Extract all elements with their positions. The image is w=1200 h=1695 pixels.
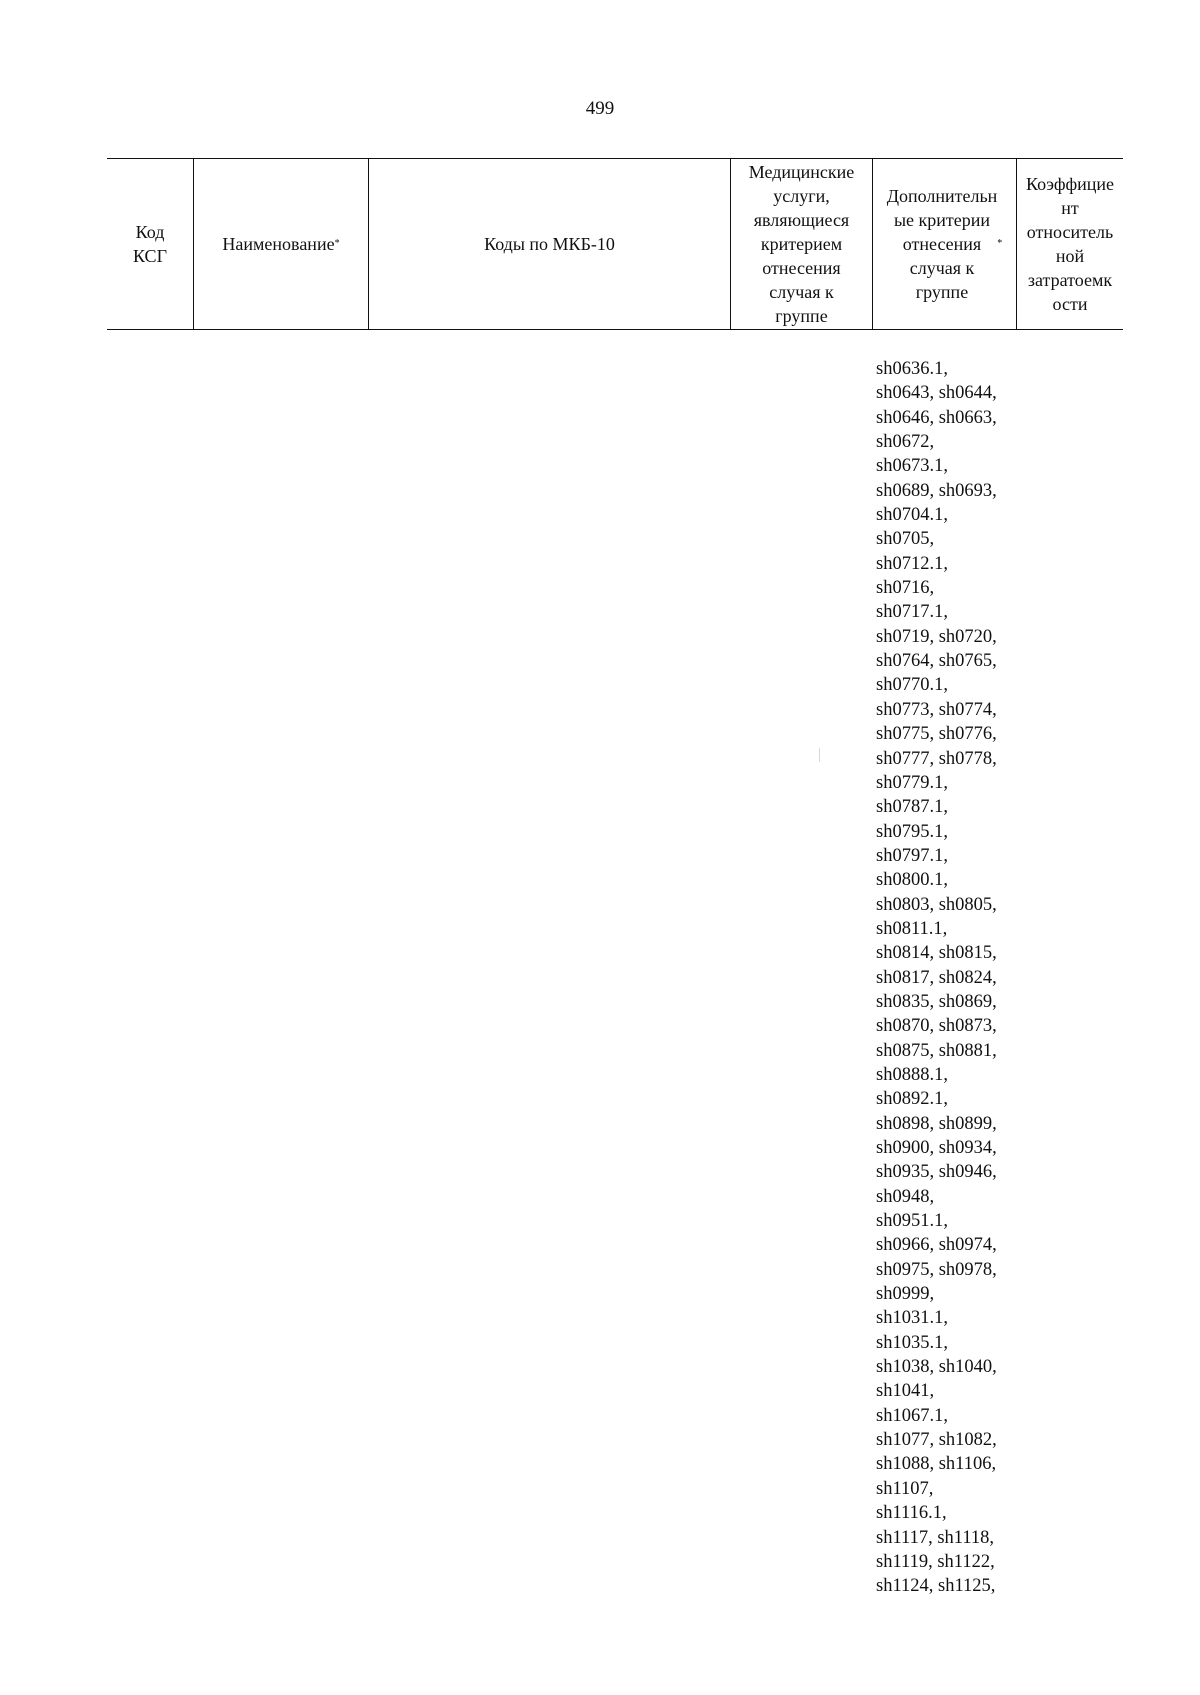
header-cell-icd10-codes bbox=[368, 159, 730, 329]
criteria-code-line: sh0975, sh0978, bbox=[876, 1259, 997, 1280]
criteria-code-line: sh0689, sh0693, bbox=[876, 480, 997, 501]
criteria-code-line: sh0870, sh0873, bbox=[876, 1016, 997, 1037]
criteria-code-line: sh0773, sh0774, bbox=[876, 699, 997, 720]
criteria-code-line: sh0779.1, bbox=[876, 772, 948, 793]
criteria-code-line: sh0673.1, bbox=[876, 456, 948, 477]
header-label-cost-coefficient: Коэффицие нт относитель ной затратоемк ости bbox=[1025, 174, 1115, 314]
criteria-code-line: sh0704.1, bbox=[876, 505, 948, 526]
criteria-code-line: sh1107, bbox=[876, 1478, 934, 1499]
criteria-code-line: sh1041, bbox=[876, 1381, 935, 1402]
criteria-code-line: sh0797.1, bbox=[876, 845, 948, 866]
criteria-code-line: sh0775, sh0776, bbox=[876, 724, 997, 745]
criteria-code-line: sh0898, sh0899, bbox=[876, 1113, 997, 1134]
criteria-code-line: sh0948, bbox=[876, 1186, 935, 1207]
header-label-additional-criteria: Дополнительн ые критерии отнесения случая к группе bbox=[886, 186, 998, 302]
header-cell-ksg-code bbox=[107, 159, 193, 329]
header-label-medical-services: Медицинские услуги, являющиеся критерием отнесения случая к группе bbox=[748, 162, 855, 326]
header-footnote-mark: * bbox=[334, 238, 340, 249]
criteria-code-line: sh1117, sh1118, bbox=[876, 1527, 995, 1548]
criteria-code-line: sh0777, sh0778, bbox=[876, 748, 997, 769]
header-cell-name bbox=[193, 159, 368, 329]
criteria-code-line: sh1031.1, bbox=[876, 1308, 948, 1329]
header-label-ksg-code: Код КСГ bbox=[133, 222, 167, 266]
header-cell-additional-criteria bbox=[872, 159, 1016, 329]
criteria-code-line: sh0800.1, bbox=[876, 870, 948, 891]
criteria-code-line: sh1116.1, bbox=[876, 1503, 947, 1524]
criteria-code-line: sh0636.1, bbox=[876, 359, 948, 379]
criteria-code-line: sh1067.1, bbox=[876, 1405, 948, 1426]
criteria-code-line: sh1035.1, bbox=[876, 1332, 948, 1353]
additional-criteria-cell bbox=[876, 357, 997, 1599]
header-label-name: Наименование bbox=[222, 234, 335, 254]
criteria-code-line: sh0646, sh0663, bbox=[876, 407, 997, 428]
criteria-code-line: sh0716, bbox=[876, 578, 935, 599]
criteria-code-line: sh0712.1, bbox=[876, 553, 948, 574]
criteria-code-line: sh0875, sh0881, bbox=[876, 1040, 997, 1061]
criteria-code-line: sh0770.1, bbox=[876, 675, 948, 696]
criteria-code-line: sh0892.1, bbox=[876, 1089, 948, 1110]
criteria-code-line: sh0835, sh0869, bbox=[876, 991, 997, 1012]
criteria-code-line: sh0803, sh0805, bbox=[876, 894, 997, 915]
criteria-code-line: sh0719, sh0720, bbox=[876, 626, 997, 647]
criteria-code-line: sh0951.1, bbox=[876, 1211, 948, 1232]
criteria-code-line: sh0999, bbox=[876, 1284, 935, 1305]
criteria-code-line: sh1119, sh1122, bbox=[876, 1551, 995, 1572]
header-footnote-mark: * bbox=[997, 238, 1003, 249]
criteria-code-line: sh1038, sh1040, bbox=[876, 1357, 997, 1378]
criteria-code-line: sh0966, sh0974, bbox=[876, 1235, 997, 1256]
criteria-code-line: sh0764, sh0765, bbox=[876, 651, 997, 672]
header-label-icd10-codes: Коды по МКБ-10 bbox=[484, 234, 615, 254]
criteria-code-line: sh0900, sh0934, bbox=[876, 1138, 997, 1158]
criteria-code-line: sh1124, sh1125, bbox=[876, 1576, 996, 1597]
page-number: 499 bbox=[585, 98, 615, 119]
criteria-code-line: sh0643, sh0644, bbox=[876, 383, 997, 404]
criteria-code-line: sh0672, bbox=[876, 432, 935, 453]
criteria-code-line: sh1088, sh1106, bbox=[876, 1454, 997, 1475]
criteria-code-line: sh0787.1, bbox=[876, 797, 948, 818]
criteria-code-line: sh0795.1, bbox=[876, 821, 948, 842]
table-header bbox=[107, 158, 1123, 330]
criteria-code-line: sh0705, bbox=[876, 529, 935, 550]
criteria-code-line: sh0811.1, bbox=[876, 918, 948, 939]
header-cell-cost-coefficient bbox=[1016, 159, 1123, 329]
header-cell-medical-services bbox=[730, 159, 872, 329]
criteria-code-line: sh0814, sh0815, bbox=[876, 943, 997, 964]
criteria-code-line: sh0935, sh0946, bbox=[876, 1162, 997, 1183]
criteria-code-line: sh1077, sh1082, bbox=[876, 1430, 997, 1451]
scan-artifact bbox=[819, 748, 820, 762]
criteria-code-line: sh0817, sh0824, bbox=[876, 967, 997, 988]
criteria-code-line: sh0888.1, bbox=[876, 1064, 948, 1085]
criteria-code-line: sh0717.1, bbox=[876, 602, 948, 623]
